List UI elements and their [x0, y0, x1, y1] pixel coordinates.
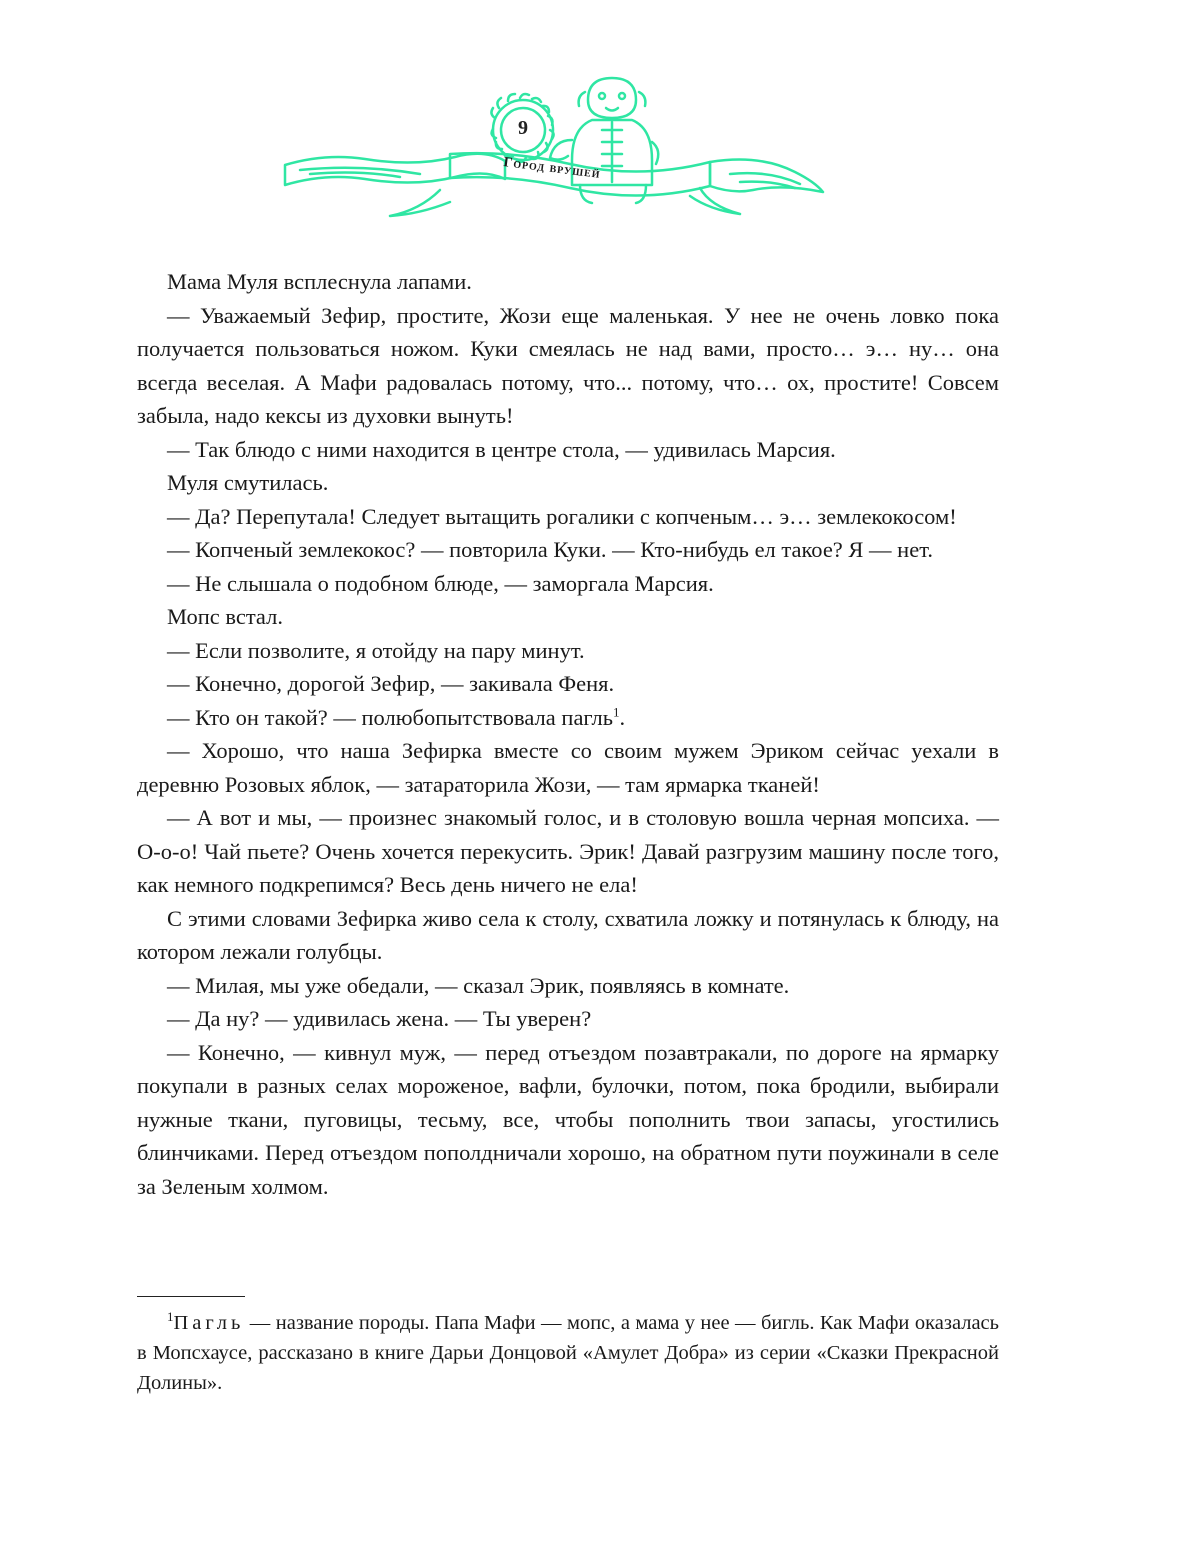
paragraph: — Милая, мы уже обедали, — сказал Эрик, появляясь в комнате.	[167, 972, 790, 998]
footnote-divider	[137, 1296, 245, 1297]
paragraph: — Да? Перепутала! Следует вытащить рогалики с копченым… э… землекокосом!	[167, 503, 957, 529]
ribbon-banner-illustration	[280, 70, 825, 230]
paragraph: — Конечно, — кивнул муж, — перед отъездом позавтракали, по дороге на ярмарку покупали в разных селах мороженое, вафли, булочки, потом, пока бродили, выбирали нужные ткани, пуговицы, тесьму, все, чтобы пополнить твои запасы, угостились блинчиками. Перед отъездом пополдничали хорошо, на обратном пути поужинали в селе за Зеленым холмом.	[137, 1039, 999, 1199]
chapter-title: Город врушей	[502, 155, 602, 182]
paragraph-tail: .	[619, 704, 626, 730]
paragraph: — Конечно, дорогой Зефир, — закивала Феня.	[167, 671, 615, 696]
pug-figure-icon	[550, 78, 658, 203]
footnote-text: — название породы. Папа Мафи — мопс, а мама у нее — бигль. Как Мафи оказалась в Мопсхаусе, рассказано в книге Дарьи Донцовой «Амулет Добра» из серии «Сказки Прекрасной Долины».	[137, 1312, 999, 1394]
paragraph: Муля смутилась.	[167, 470, 329, 495]
paragraph: — Уважаемый Зефир, простите, Жози еще маленькая. У нее не очень ловко пока получается пользоваться ножом. Куки смеялась не над вами, просто… э… ну… она всегда веселая. А Мафи радовалась потому, что... потому, что… ох, простите! Совсем забыла, надо кексы из духовки вынуть!	[137, 302, 999, 428]
paragraph: — Так блюдо с ними находится в центре стола, — удивилась Марсия.	[167, 436, 836, 462]
paragraph: — Копченый землекокос? — повторила Куки. — Кто-нибудь ел такое? Я — нет.	[167, 537, 933, 562]
paragraph: — Хорошо, что наша Зефирка вместе со своим мужем Эриком сейчас уехали в деревню Розовых яблок, — затараторила Жози, — там ярмарка тканей!	[137, 738, 999, 797]
chapter-header	[280, 70, 825, 230]
paragraph: — А вот и мы, — произнес знакомый голос, и в столовую вошла черная мопсиха. — О-о-о! Чай пьете? Очень хочется перекусить. Эрик! Давай разгрузим машину после того, как немного подкрепимся? Весь день ничего не ела!	[137, 805, 999, 897]
footnote-term: Пагль	[173, 1312, 245, 1334]
paragraph-text: — Кто он такой? — полюбопытствовала пагль	[167, 704, 614, 730]
footnote-reference[interactable]: 1	[613, 704, 620, 719]
paragraph: — Если позволите, я отойду на пару минут.	[167, 637, 585, 663]
paragraph: — Да ну? — удивилась жена. — Ты уверен?	[167, 1006, 592, 1031]
paragraph: Мопс встал.	[167, 604, 283, 629]
paragraph-with-footnote	[137, 701, 999, 735]
paragraph: — Не слышала о подобном блюде, — заморгала Марсия.	[167, 570, 714, 596]
paragraph: Мама Муля всплеснула лапами.	[167, 269, 472, 294]
paragraph: С этими словами Зефирка живо села к столу, схватила ложку и потянулась к блюду, на котором лежали голубцы.	[137, 905, 999, 964]
footnote-mark: 1	[167, 1309, 174, 1325]
footnote	[137, 1308, 999, 1398]
chapter-number: 9	[518, 117, 528, 139]
chapter-body	[137, 265, 999, 1203]
